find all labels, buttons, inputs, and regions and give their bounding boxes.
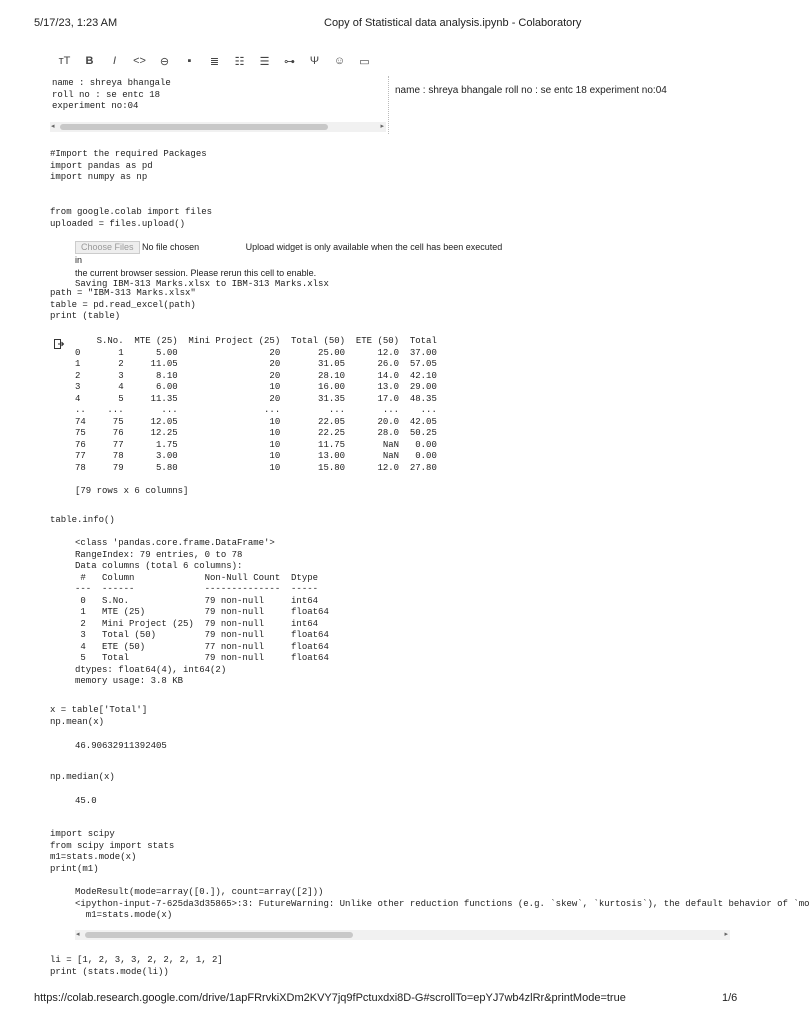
upload-saving-line: Saving IBM-313 Marks.xlsx to IBM-313 Marks.xlsx [75, 279, 329, 289]
mode-output-wrap [75, 887, 810, 920]
code-icon[interactable]: <> [133, 55, 146, 67]
text-cell-source[interactable]: name : shreya bhangale roll no : se entc 18 experiment no:04 [52, 78, 171, 111]
page-number: 1/6 [722, 992, 738, 1004]
mode-output: ModeResult(mode=array([0.]), count=array([2])) <ipython-input-7-625da3d35865>:3: FutureWarning: Unlike other reduction functions (e.g. `skew`, `kurtosis`), the default behavior of `mo m1=stats.mode(x) [75, 887, 810, 920]
no-file-label: No file chosen [142, 242, 200, 252]
scroll-right-icon[interactable]: ▸ [724, 931, 728, 938]
table-output: S.No. MTE (25) Mini Project (25) Total (50) ETE (50) Total 0 1 5.00 20 25.00 12.0 37.00 1 2 11.05 20 31.05 26.0 57.05 2 3 8.10 20 28.10 14.0 42.10 3 4 6.00 10 16.00 13.0 29.00 4 5 11.35 20 31.35 17.0 48.35 .. ... ... ... ... ... ... 74 75 12.05 10 22.05 20.0 42.05 75 76 12.25 10 22.25 28.0 50.25 76 77 1.75 10 11.75 NaN 0.00 77 78 3.00 10 13.00 NaN 0.00 78 79 5.80 10 15.80 12.0 27.80 [79 rows x 6 columns] [75, 336, 437, 496]
code-cell-li[interactable]: li = [1, 2, 3, 3, 2, 2, 2, 1, 2] print (stats.mode(li)) [50, 955, 223, 977]
code-cell-read-excel[interactable]: path = "IBM-313 Marks.xlsx" table = pd.read_excel(path) print (table) [50, 288, 196, 321]
bulleted-list-icon[interactable]: ☰ [259, 55, 270, 68]
text-cell-rendered: name : shreya bhangale roll no : se entc 18 experiment no:04 [395, 85, 667, 96]
print-date: 5/17/23, 1:23 AM [34, 17, 118, 29]
code-cell-median[interactable]: np.median(x) [50, 772, 115, 782]
upload-widget [75, 241, 505, 289]
image-icon[interactable]: ▪ [187, 55, 192, 67]
emoji-icon[interactable]: ☺ [333, 55, 346, 67]
link-icon[interactable]: ⊖ [159, 55, 170, 68]
markdown-toolbar [52, 52, 377, 70]
horizontal-rule-icon[interactable]: ⊶ [284, 55, 295, 68]
heading-icon[interactable]: тT [58, 55, 71, 67]
mean-output: 46.90632911392405 [75, 741, 167, 751]
preview-icon[interactable]: ▭ [359, 55, 370, 68]
median-output: 45.0 [75, 796, 97, 806]
output-menu-icon[interactable] [54, 339, 64, 349]
scroll-thumb[interactable] [60, 124, 328, 130]
scroll-left-icon[interactable]: ◂ [51, 123, 55, 130]
scroll-right-icon[interactable]: ▸ [380, 123, 384, 130]
info-output: <class 'pandas.core.frame.DataFrame'> RangeIndex: 79 entries, 0 to 78 Data columns (total 6 columns): # Column Non-Null Count Dtype --- ------ -------------- ----- 0 S.No. 79 non-null int64 1 MTE (25) 79 non-null float64 2 Mini Project (25) 79 non-null int64 3 Total (50) 79 non-null float64 4 ETE (50) 77 non-null float64 5 Total 79 non-null float64 dtypes: float64(4), int64(2) memory usage: 3.8 KB [75, 538, 329, 686]
scroll-thumb[interactable] [85, 932, 353, 938]
code-cell-info[interactable]: table.info() [50, 515, 115, 525]
code-cell-upload[interactable]: from google.colab import files uploaded = files.upload() [50, 207, 213, 229]
indent-icon[interactable]: ≣ [209, 55, 220, 68]
upload-warning: Upload widget is only available when the cell has been executed in [75, 242, 503, 265]
choose-files-button[interactable]: Choose Files [75, 241, 140, 254]
bold-icon[interactable]: B [85, 55, 94, 67]
italic-icon[interactable]: I [112, 55, 117, 67]
code-cell-imports[interactable]: #Import the required Packages import pandas as pd import numpy as np [50, 149, 207, 182]
text-cell-editor[interactable] [50, 76, 389, 134]
page-title: Copy of Statistical data analysis.ipynb - Colaboratory [324, 17, 582, 29]
code-cell-mode[interactable]: import scipy from scipy import stats m1=stats.mode(x) print(m1) [50, 829, 175, 874]
scroll-left-icon[interactable]: ◂ [76, 931, 80, 938]
psi-icon[interactable]: Ψ [309, 55, 320, 67]
footer-url: https://colab.research.google.com/drive/1apFRrvkiXDm2KVY7jq9fPctuxdxi8D-G#scrollTo=epYJ7wb4zlRr&printMode=true [34, 992, 626, 1004]
upload-warning-cont: the current browser session. Please rerun this cell to enable. [75, 267, 317, 278]
numbered-list-icon[interactable]: ☷ [234, 55, 245, 68]
mode-output-scrollbar[interactable] [75, 930, 730, 940]
code-cell-mean[interactable]: x = table['Total'] np.mean(x) [50, 705, 148, 727]
text-cell-scrollbar[interactable] [50, 122, 386, 132]
